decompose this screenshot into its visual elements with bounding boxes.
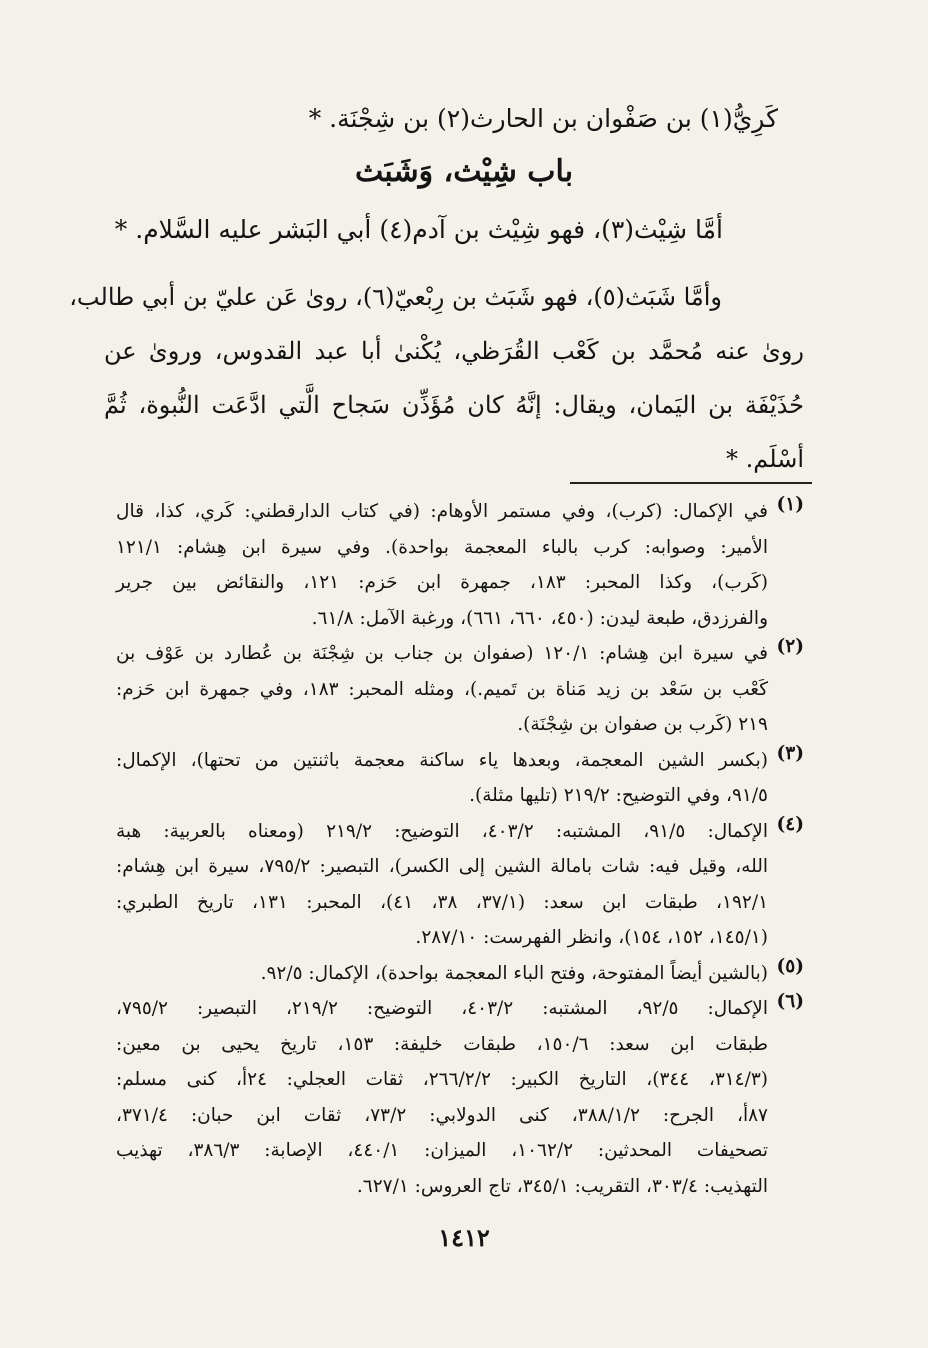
footnote-line: ٢١٩ (كَرب بن صفوان بن شِجْنَة).: [517, 714, 768, 735]
footnote-line: ١٩٢/١، طبقات ابن سعد: (٣٧/١، ٣٨، ٤١)، المحبر: ١٣١، تاريخ الطبري:: [116, 891, 769, 913]
footnote-line: ٩١/٥، وفي التوضيح: ٢١٩/٢ (تليها مثلة).: [469, 785, 768, 806]
footnote-number: (٤): [776, 813, 804, 835]
footnote-number: (٦): [776, 991, 804, 1012]
footnote-number: (٢): [776, 636, 804, 657]
footnote-line: تصحيفات المحدثين: ١٠٦٢/٢، الميزان: ٤٤٠/١، الإصابة: ٣٨٦/٣، تهذيب: [116, 1140, 768, 1161]
footnote-line: الأمير: وصوابه: كرب بالباء المعجمة بواحدة). وفي سيرة ابن هِشام: ١٢١/١: [116, 536, 768, 558]
footnote-line: في الإكمال: (كرب)، وفي مستمر الأوهام: (في كتاب الدارقطني: كَري، كذا، قال: [116, 501, 768, 522]
footnote-line: (٣١٤/٣، ٣٤٤)، التاريخ الكبير: ٢٦٦/٢/٢، ثقات العجلي: ٢٤أ، كنى مسلم:: [116, 1069, 769, 1090]
footnote-1: [116, 494, 804, 636]
footnote-number: (٥): [776, 955, 804, 977]
footnote-line: الله، وقيل فيه: شات بامالة الشين إلى الكسر)، التبصير: ٧٩٥/٢، سيرة ابن هِشام:: [116, 856, 768, 877]
footnote-line: (بكسر الشين المعجمة، وبعدها ياء ساكنة معجمة باثنتين من تحتها)، الإكمال:: [116, 749, 768, 771]
footnote-line: والفرزدق، طبعة ليدن: (٤٥٠، ٦٦٠، ٦٦١)، ورغبة الآمل: ٦١/٨.: [311, 607, 768, 629]
footnote-3: [116, 743, 804, 814]
footnote-2: [116, 636, 804, 743]
footnote-line: (بالشين أيضاً المفتوحة، وفتح الباء المعجمة بواحدة)، الإكمال: ٩٢/٥.: [260, 962, 768, 984]
footnotes: [116, 494, 804, 1204]
shabath-paragraph: [69, 270, 804, 486]
footnote-line: (١٤٥/١، ١٥٢، ١٥٤)، وانظر الفهرست: ٢٨٧/١٠.: [415, 927, 768, 948]
footnote-line: طبقات ابن سعد: ١٥٠/٦، طبقات خليفة: ١٥٣، تاريخ يحيى بن معين:: [116, 1033, 768, 1055]
shith-paragraph: أمَّا شِيْث(٣)، فهو شِيْث بن آدم(٤) أبي البَشر عليه السَّلام. *: [114, 215, 723, 244]
paragraph-line: وأمَّا شَبَث(٥)، فهو شَبَث بن رِبْعيّ(٦)، روىٰ عَن عليّ بن أبي طالب،: [69, 283, 722, 311]
chapter-title: باب شِيْث، وَشَبَث: [354, 154, 574, 189]
footnote-line: في سيرة ابن هِشام: ١٢٠/١ (صفوان بن جناب بن شِجْنَة بن عُطارد بن عَوْف بن: [116, 643, 769, 664]
footnote-line: الإكمال: ٩١/٥، المشتبه: ٤٠٣/٢، التوضيح: ٢١٩/٢ (ومعناه بالعربية: هبة: [116, 820, 768, 842]
footnote-6: [116, 991, 804, 1204]
paragraph-line: حُذَيْفَة بن اليَمان، ويقال: إنَّهُ كان مُؤَذِّن سَجاح الَّتي ادَّعَت النُّبوة، ثُمَّ: [104, 391, 804, 419]
paragraph-line: أسْلَم. *: [726, 445, 804, 473]
footnote-line: الإكمال: ٩٢/٥، المشتبه: ٤٠٣/٢، التوضيح: ٢١٩/٢، التبصير: ٧٩٥/٢،: [116, 998, 768, 1019]
paragraph-line: روىٰ عنه مُحمَّد بن كَعْب القُرَظي، يُكْنىٰ أبا عبد القدوس، وروىٰ عن: [104, 337, 804, 365]
footnote-line: كَعْب بن سَعْد بن زيد مَناة بن تَميم.)، ومثله المحبر: ١٨٣، وفي جمهرة ابن حَزم:: [116, 678, 769, 700]
footnote-number: (٣): [776, 742, 804, 764]
footnote-5: [116, 956, 804, 992]
footnote-separator: [570, 482, 812, 484]
entry-continuation: كَرِيُّ(١) بن صَفْوان بن الحارث(٢) بن شِجْنَة. *: [308, 104, 778, 133]
footnote-line: التهذيب: ٣٠٣/٤، التقريب: ٣٤٥/١، تاج العروس: ٦٢٧/١.: [356, 1175, 768, 1197]
footnote-number: (١): [776, 494, 804, 515]
footnote-4: [116, 814, 804, 956]
page-number: ١٤١٢: [438, 1223, 490, 1252]
footnote-line: ٨٧أ، الجرح: ٣٨٨/١/٢، كنى الدولابي: ٧٣/٢، ثقات ابن حبان: ٣٧١/٤،: [116, 1104, 768, 1126]
footnote-line: (كَرب)، وكذا المحبر: ١٨٣، جمهرة ابن حَزم: ١٢١، والنقائض بين جرير: [116, 572, 768, 593]
